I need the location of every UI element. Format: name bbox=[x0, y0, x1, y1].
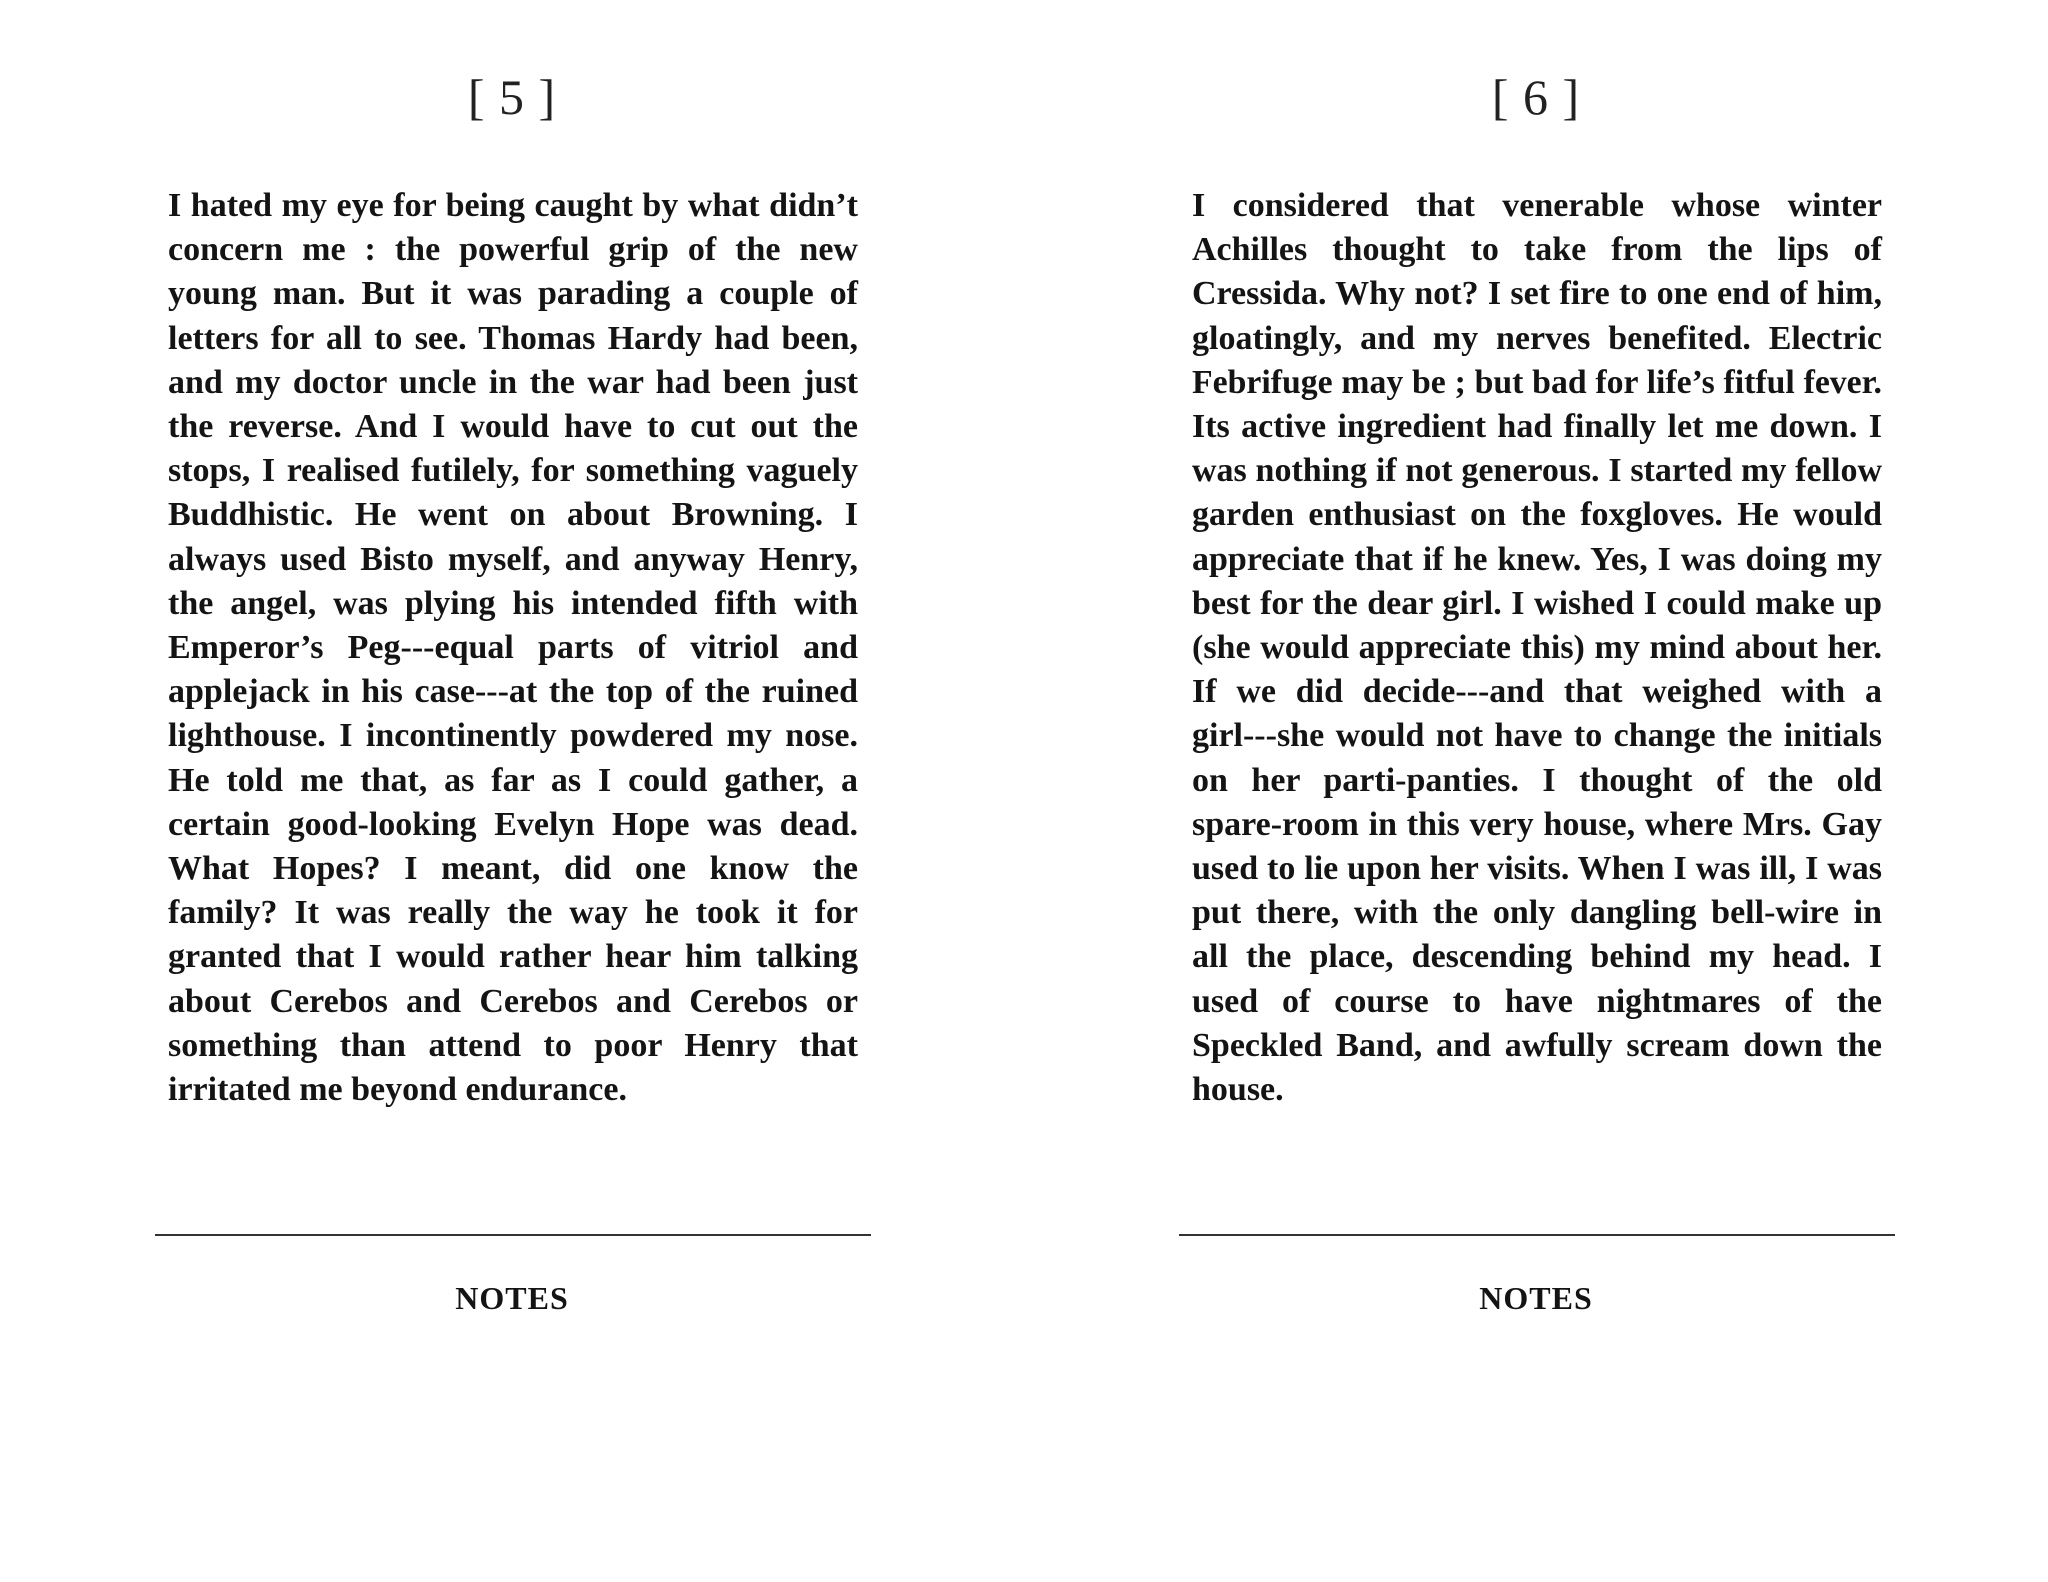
text-line: irritated me beyond endurance. bbox=[168, 1071, 627, 1109]
text-line: and my doctor uncle in the war had been just bbox=[168, 363, 858, 401]
text-line: letters for all to see. Thomas Hardy had been, bbox=[168, 319, 858, 357]
text-line: something than attend to poor Henry that bbox=[168, 1026, 858, 1064]
text-line: Emperor’s Peg---equal parts of vitriol and bbox=[168, 629, 858, 667]
text-line: house. bbox=[1192, 1071, 1284, 1109]
text-line: the reverse. And I would have to cut out the bbox=[168, 408, 858, 446]
page-number: [ 5 ] bbox=[467, 69, 557, 125]
text-line: about Cerebos and Cerebos and Cerebos or bbox=[168, 982, 858, 1020]
text-line: put there, with the only dangling bell-wire in bbox=[1192, 894, 1882, 932]
text-line: garden enthusiast on the foxgloves. He would bbox=[1192, 496, 1882, 534]
text-line: concern me : the powerful grip of the new bbox=[168, 231, 858, 269]
text-line: applejack in his case---at the top of the ruined bbox=[168, 673, 858, 711]
notes-heading: NOTES bbox=[1479, 1280, 1593, 1316]
right-page bbox=[1024, 0, 2048, 1582]
text-line: Its active ingredient had finally let me down. I bbox=[1192, 408, 1882, 446]
notes-heading: NOTES bbox=[455, 1280, 569, 1316]
text-line: best for the dear girl. I wished I could make up bbox=[1192, 584, 1882, 622]
text-line: lighthouse. I incontinently powdered my nose. bbox=[168, 717, 858, 755]
text-line: Achilles thought to take from the lips of bbox=[1192, 231, 1882, 269]
page-body-text bbox=[168, 184, 858, 1112]
text-line: used of course to have nightmares of the bbox=[1192, 982, 1882, 1020]
text-line: Cressida. Why not? I set fire to one end of him, bbox=[1192, 275, 1882, 313]
text-line: I considered that venerable whose winter bbox=[1192, 187, 1882, 224]
text-line: always used Bisto myself, and anyway Henry, bbox=[168, 540, 858, 578]
text-line: spare-room in this very house, where Mrs. Gay bbox=[1192, 805, 1882, 843]
text-line: stops, I realised futilely, for something vaguely bbox=[168, 452, 858, 490]
text-line: used to lie upon her visits. When I was ill, I was bbox=[1192, 850, 1882, 888]
text-line: family? It was really the way he took it for bbox=[168, 894, 858, 932]
text-line: certain good-looking Evelyn Hope was dead. bbox=[168, 805, 858, 843]
text-line: on her parti-panties. I thought of the old bbox=[1192, 761, 1882, 799]
text-line: appreciate that if he knew. Yes, I was doing my bbox=[1192, 540, 1882, 578]
text-line: Speckled Band, and awfully scream down the bbox=[1192, 1026, 1882, 1064]
text-line: was nothing if not generous. I started my fellow bbox=[1192, 452, 1882, 490]
text-line: gloatingly, and my nerves benefited. Electric bbox=[1192, 319, 1882, 357]
text-line: Buddhistic. He went on about Browning. I bbox=[168, 496, 858, 534]
notes-divider bbox=[155, 1234, 871, 1236]
text-line: the angel, was plying his intended fifth with bbox=[168, 584, 858, 622]
text-line: (she would appreciate this) my mind about her. bbox=[1192, 629, 1882, 667]
page-number: [ 6 ] bbox=[1491, 69, 1581, 125]
text-line: He told me that, as far as I could gather, a bbox=[168, 761, 858, 799]
text-line: If we did decide---and that weighed with a bbox=[1192, 673, 1882, 711]
text-line: granted that I would rather hear him talking bbox=[168, 938, 858, 976]
page-body-text bbox=[1192, 184, 1882, 1112]
text-line: girl---she would not have to change the initials bbox=[1192, 717, 1882, 755]
text-line: I hated my eye for being caught by what didn’t bbox=[168, 187, 858, 224]
text-line: Febrifuge may be ; but bad for life’s fitful fever. bbox=[1192, 363, 1882, 401]
text-line: all the place, descending behind my head. I bbox=[1192, 938, 1882, 976]
text-line: What Hopes? I meant, did one know the bbox=[168, 850, 858, 888]
notes-divider bbox=[1179, 1234, 1895, 1236]
text-line: young man. But it was parading a couple of bbox=[168, 275, 858, 313]
